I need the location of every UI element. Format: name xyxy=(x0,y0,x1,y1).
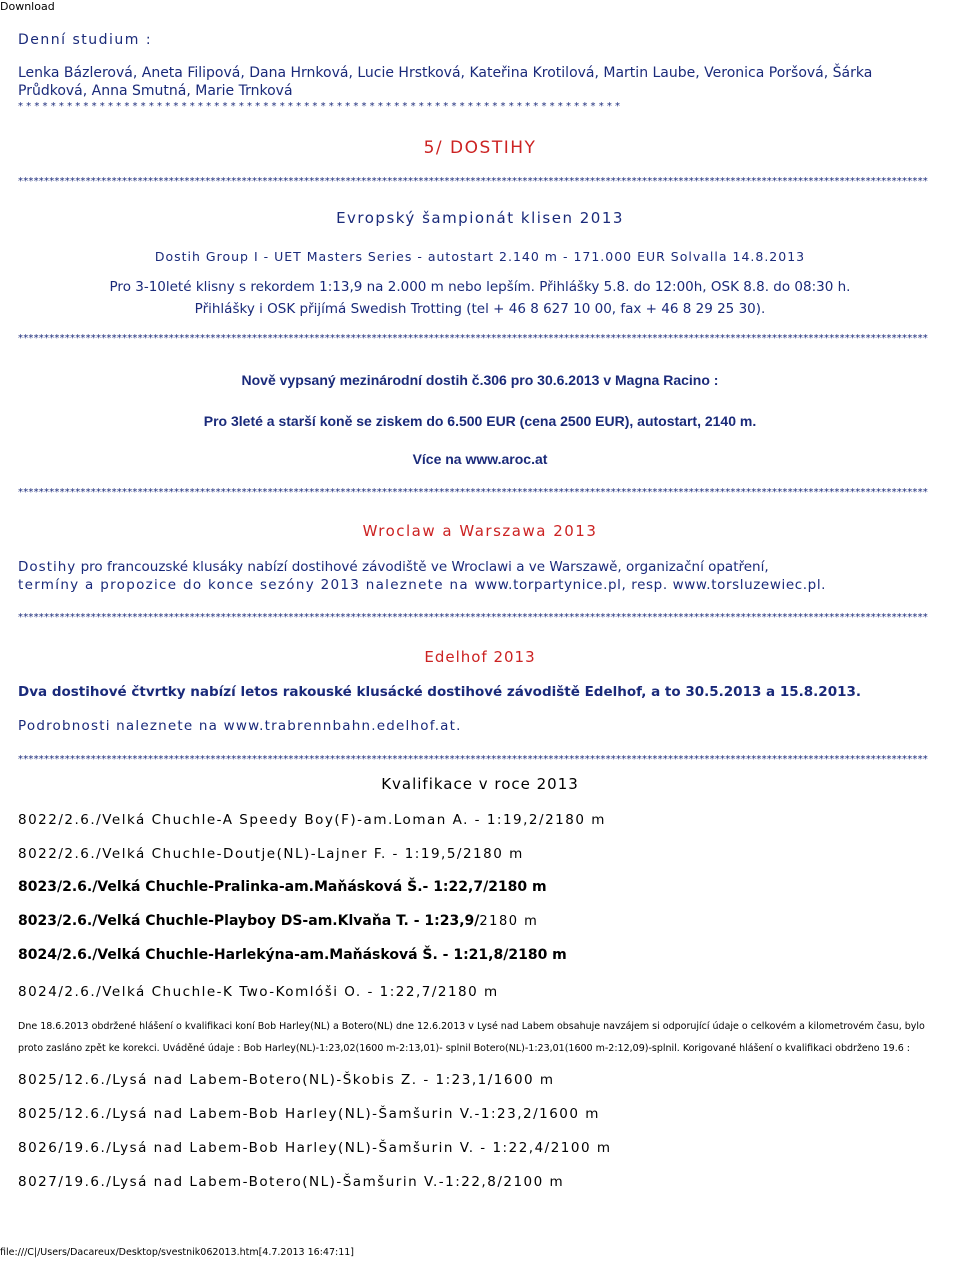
names-line-2: Průdková, Anna Smutná, Marie Trnková xyxy=(18,83,293,99)
wroclaw-links[interactable]: www.torpartynice.pl, resp. www.torsluzewiec.pl. xyxy=(474,577,827,593)
magna-link[interactable]: Více na www.aroc.at xyxy=(412,451,548,467)
short-stars: * * * * * * * * * * * * * * * * * * * * * * * * * * * * * * * * * * * * * * * * * * * * * * * * * * * * * * * * * * * * * * * * * * * * * * * * * * xyxy=(18,101,621,112)
separator: ******************************************************************************************************************************************************************************* xyxy=(18,612,928,623)
wroclaw-line-1 xyxy=(18,559,769,575)
qualification-entry: 8023/2.6./Velká Chuchle-Pralinka-am.Maňásková Š.- 1:22,7/2180 m xyxy=(18,879,547,895)
conditions-line-2: Přihlášky i OSK přijímá Swedish Trotting (tel + 46 8 627 10 00, fax + 46 8 29 25 30). xyxy=(194,301,766,317)
edelhof-title: Edelhof 2013 xyxy=(424,648,536,666)
qualification-entry: 8025/12.6./Lysá nad Labem-Botero(NL)-Škobis Z. - 1:23,1/1600 m xyxy=(18,1072,555,1088)
note-line-1: Dne 18.6.2013 obdržené hlášení o kvalifikaci koní Bob Harley(NL) a Botero(NL) dne 12.6.2013 v Lysé nad Labem obsahuje navzájem si odporující údaje o celkovém a kilometrovém času, bylo xyxy=(18,1021,925,1032)
qualification-entry: 8022/2.6./Velká Chuchle-Doutje(NL)-Lajner F. - 1:19,5/2180 m xyxy=(18,846,524,862)
note-line-2: proto zasláno zpět ke korekci. Uváděné údaje : Bob Harley(NL)-1:23,02(1600 m-2:13,01)- splnil Botero(NL)-1:23,01(1600 m-2:12,09)-splnil. Korigované hlášení o kvalifikaci obdrženo 19.6 : xyxy=(18,1043,910,1054)
separator: ******************************************************************************************************************************************************************************* xyxy=(18,176,928,187)
qualification-entry: 8027/19.6./Lysá nad Labem-Botero(NL)-Šamšurin V.-1:22,8/2100 m xyxy=(18,1174,565,1190)
qualification-entry: 8024/2.6./Velká Chuchle-Harlekýna-am.Maňásková Š. - 1:21,8/2180 m xyxy=(18,947,567,963)
edelhof-link[interactable]: Podrobnosti naleznete na www.trabrennbahn.edelhof.at. xyxy=(18,718,462,734)
separator: ******************************************************************************************************************************************************************************* xyxy=(18,487,928,498)
separator: ******************************************************************************************************************************************************************************* xyxy=(18,754,928,765)
qualification-entry: 8026/19.6./Lysá nad Labem-Bob Harley(NL)-Šamšurin V. - 1:22,4/2100 m xyxy=(18,1140,612,1156)
race-line: Dostih Group I - UET Masters Series - autostart 2.140 m - 171.000 EUR Solvalla 14.8.2013 xyxy=(154,249,806,264)
conditions-line-1: Pro 3-10leté klisny s rekordem 1:13,9 na 2.000 m nebo lepším. Přihlášky 5.8. do 12:00h, OSK 8.8. do 08:30 h. xyxy=(109,279,851,295)
qualifications-title: Kvalifikace v roce 2013 xyxy=(381,775,579,793)
wroclaw-title: Wroclaw a Warszawa 2013 xyxy=(362,522,598,540)
intro-label: Denní studium : xyxy=(18,32,153,48)
separator: ******************************************************************************************************************************************************************************* xyxy=(18,333,928,344)
download-link[interactable]: Download xyxy=(0,0,55,13)
qualification-entry xyxy=(18,913,538,929)
magna-line-2: Pro 3leté a starší koně se ziskem do 6.500 EUR (cena 2500 EUR), autostart, 2140 m. xyxy=(203,413,757,429)
wroclaw-line-2-text: termíny a propozice do konce sezóny 2013 naleznete na xyxy=(18,577,475,593)
qualification-entry: 8025/12.6./Lysá nad Labem-Bob Harley(NL)-Šamšurin V.-1:23,2/1600 m xyxy=(18,1106,600,1122)
wroclaw-line-2 xyxy=(18,577,826,593)
wroclaw-dostihy: Dostihy xyxy=(18,559,77,575)
magna-line-1: Nově vypsaný mezinárodní dostih č.306 pro 30.6.2013 v Magna Racino : xyxy=(241,372,719,388)
section-title: 5/ DOSTIHY xyxy=(423,138,537,158)
wroclaw-line-1-rest: pro francouzské klusáky nabízí dostihové závodiště ve Wroclawi a ve Warszawě, organizační opatření, xyxy=(76,559,769,575)
europe-title: Evropský šampionát klisen 2013 xyxy=(336,209,624,227)
qualification-entry-main: 8023/2.6./Velká Chuchle-Playboy DS-am.Klvaňa T. - 1:23,9/ xyxy=(18,913,480,929)
qualification-entry: 8022/2.6./Velká Chuchle-A Speedy Boy(F)-am.Loman A. - 1:19,2/2180 m xyxy=(18,812,606,828)
qualification-entry-distance: 2180 m xyxy=(479,914,539,929)
edelhof-line-1: Dva dostihové čtvrtky nabízí letos rakouské klusácké dostihové závodiště Edelhof, a to 30.5.2013 a 15.8.2013. xyxy=(18,684,861,700)
qualification-entry: 8024/2.6./Velká Chuchle-K Two-Komlóši O. - 1:22,7/2180 m xyxy=(18,984,499,1000)
file-path: file:///C|/Users/Dacareux/Desktop/svestnik062013.htm[4.7.2013 16:47:11] xyxy=(0,1247,354,1258)
names-line-1: Lenka Bázlerová, Aneta Filipová, Dana Hrnková, Lucie Hrstková, Kateřina Krotilová, Martin Laube, Veronica Poršová, Šárka xyxy=(18,65,873,81)
